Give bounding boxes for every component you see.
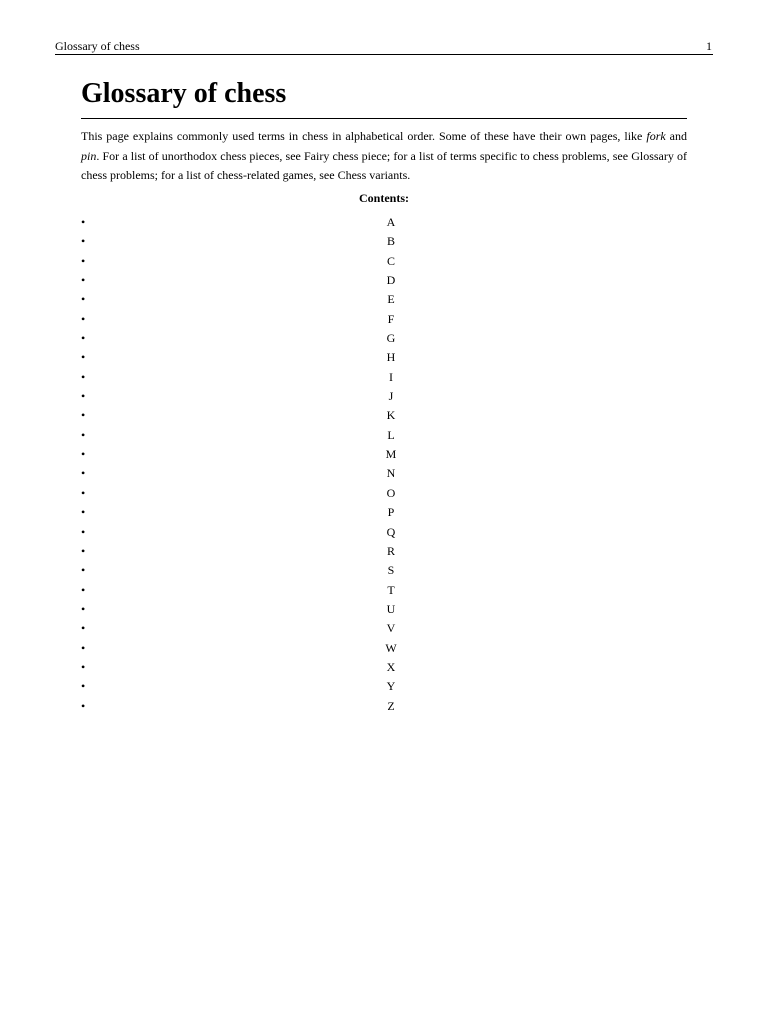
contents-item-m[interactable] — [81, 445, 701, 464]
contents-letter-link[interactable]: P — [387, 505, 395, 520]
contents-letter-link[interactable]: V — [386, 621, 396, 636]
contents-letter-link[interactable]: S — [387, 563, 395, 578]
contents-letter-link[interactable]: C — [386, 253, 395, 268]
contents-heading: Contents: — [359, 191, 409, 205]
contents-letter-link[interactable]: L — [387, 427, 395, 442]
bullet-icon: • — [81, 485, 86, 500]
bullet-icon: • — [81, 311, 86, 326]
page-number: 1 — [706, 39, 712, 53]
contents-letter-link[interactable]: R — [386, 543, 395, 558]
contents-item-s[interactable] — [81, 561, 701, 580]
contents-item-b[interactable] — [81, 232, 701, 251]
contents-item-v[interactable] — [81, 619, 701, 638]
contents-letter-link[interactable]: T — [387, 582, 395, 597]
bullet-icon: • — [81, 292, 86, 307]
contents-item-x[interactable] — [81, 658, 701, 677]
contents-item-d[interactable] — [81, 271, 701, 290]
page-title: Glossary of chess — [81, 74, 687, 119]
bullet-icon: • — [81, 601, 86, 616]
contents-letter-link[interactable]: K — [386, 408, 396, 423]
contents-item-j[interactable] — [81, 387, 701, 406]
contents-item-n[interactable] — [81, 464, 701, 483]
bullet-icon: • — [81, 505, 86, 520]
contents-letter-link[interactable]: F — [387, 311, 395, 326]
contents-letter-link[interactable]: Z — [387, 698, 395, 713]
contents-letter-link[interactable]: O — [386, 485, 396, 500]
contents-letter-link[interactable]: U — [386, 601, 396, 616]
bullet-icon: • — [81, 659, 86, 674]
contents-letter-link[interactable]: Y — [386, 679, 396, 694]
contents-letter-link[interactable]: B — [386, 234, 395, 249]
bullet-icon: • — [81, 621, 86, 636]
bullet-icon: • — [81, 253, 86, 268]
bullet-icon: • — [81, 331, 86, 346]
contents-item-z[interactable] — [81, 697, 701, 716]
contents-letter-link[interactable]: N — [386, 466, 396, 481]
contents-letter-link[interactable]: X — [386, 659, 396, 674]
bullet-icon: • — [81, 582, 86, 597]
contents-item-i[interactable] — [81, 368, 701, 387]
contents-letter-link[interactable]: A — [386, 215, 396, 229]
contents-letter-link[interactable]: W — [385, 640, 397, 655]
bullet-icon: • — [81, 563, 86, 578]
bullet-icon: • — [81, 447, 86, 462]
bullet-icon: • — [81, 524, 86, 539]
pin-link[interactable]: pin — [81, 148, 97, 163]
contents-item-q[interactable] — [81, 523, 701, 542]
contents-letter-link[interactable]: D — [386, 273, 396, 288]
intro-text-and: and — [665, 129, 688, 143]
contents-letter-link[interactable]: J — [388, 389, 394, 404]
contents-item-r[interactable] — [81, 542, 701, 561]
bullet-icon: • — [81, 273, 86, 288]
contents-item-p[interactable] — [81, 503, 701, 522]
contents-item-t[interactable] — [81, 581, 701, 600]
contents-letter-link[interactable]: G — [386, 331, 396, 346]
bullet-icon: • — [81, 698, 86, 713]
contents-item-c[interactable] — [81, 252, 701, 271]
contents-letter-link[interactable]: M — [385, 447, 397, 462]
contents-item-l[interactable] — [81, 426, 701, 445]
running-header-title: Glossary of chess — [55, 39, 140, 53]
running-header — [55, 38, 713, 55]
contents-item-g[interactable] — [81, 329, 701, 348]
contents-item-a[interactable] — [81, 213, 701, 232]
bullet-icon: • — [81, 215, 86, 229]
contents-letter-link[interactable]: Q — [386, 524, 396, 539]
contents-item-h[interactable] — [81, 348, 701, 367]
contents-item-k[interactable] — [81, 406, 701, 425]
fork-link[interactable]: fork — [646, 129, 666, 143]
bullet-icon: • — [81, 350, 86, 365]
bullet-icon: • — [81, 234, 86, 249]
bullet-icon: • — [81, 640, 86, 655]
contents-item-o[interactable] — [81, 484, 701, 503]
contents-letter-link[interactable]: H — [386, 350, 396, 365]
intro-text-1: This page explains commonly used terms in chess in alphabetical order. Some of these have their own pages, like — [81, 129, 647, 143]
contents-letter-link[interactable]: E — [387, 292, 395, 307]
contents-item-f[interactable] — [81, 310, 701, 329]
bullet-icon: • — [81, 679, 86, 694]
contents-item-w[interactable] — [81, 639, 701, 658]
contents-item-e[interactable] — [81, 290, 701, 309]
bullet-icon: • — [81, 389, 86, 404]
bullet-icon: • — [81, 543, 86, 558]
contents-letter-link[interactable]: I — [389, 369, 393, 384]
intro-paragraph — [81, 127, 687, 186]
contents-list — [81, 213, 701, 716]
contents-item-y[interactable] — [81, 677, 701, 696]
bullet-icon: • — [81, 408, 86, 423]
intro-text-2: . For a list of unorthodox chess pieces, see Fairy chess piece; for a list of terms specific to chess problems, see Glossary of chess problems; for a list of chess-related games, see Chess variants. — [81, 148, 687, 182]
bullet-icon: • — [81, 369, 86, 384]
bullet-icon: • — [81, 427, 86, 442]
bullet-icon: • — [81, 466, 86, 481]
contents-item-u[interactable] — [81, 600, 701, 619]
